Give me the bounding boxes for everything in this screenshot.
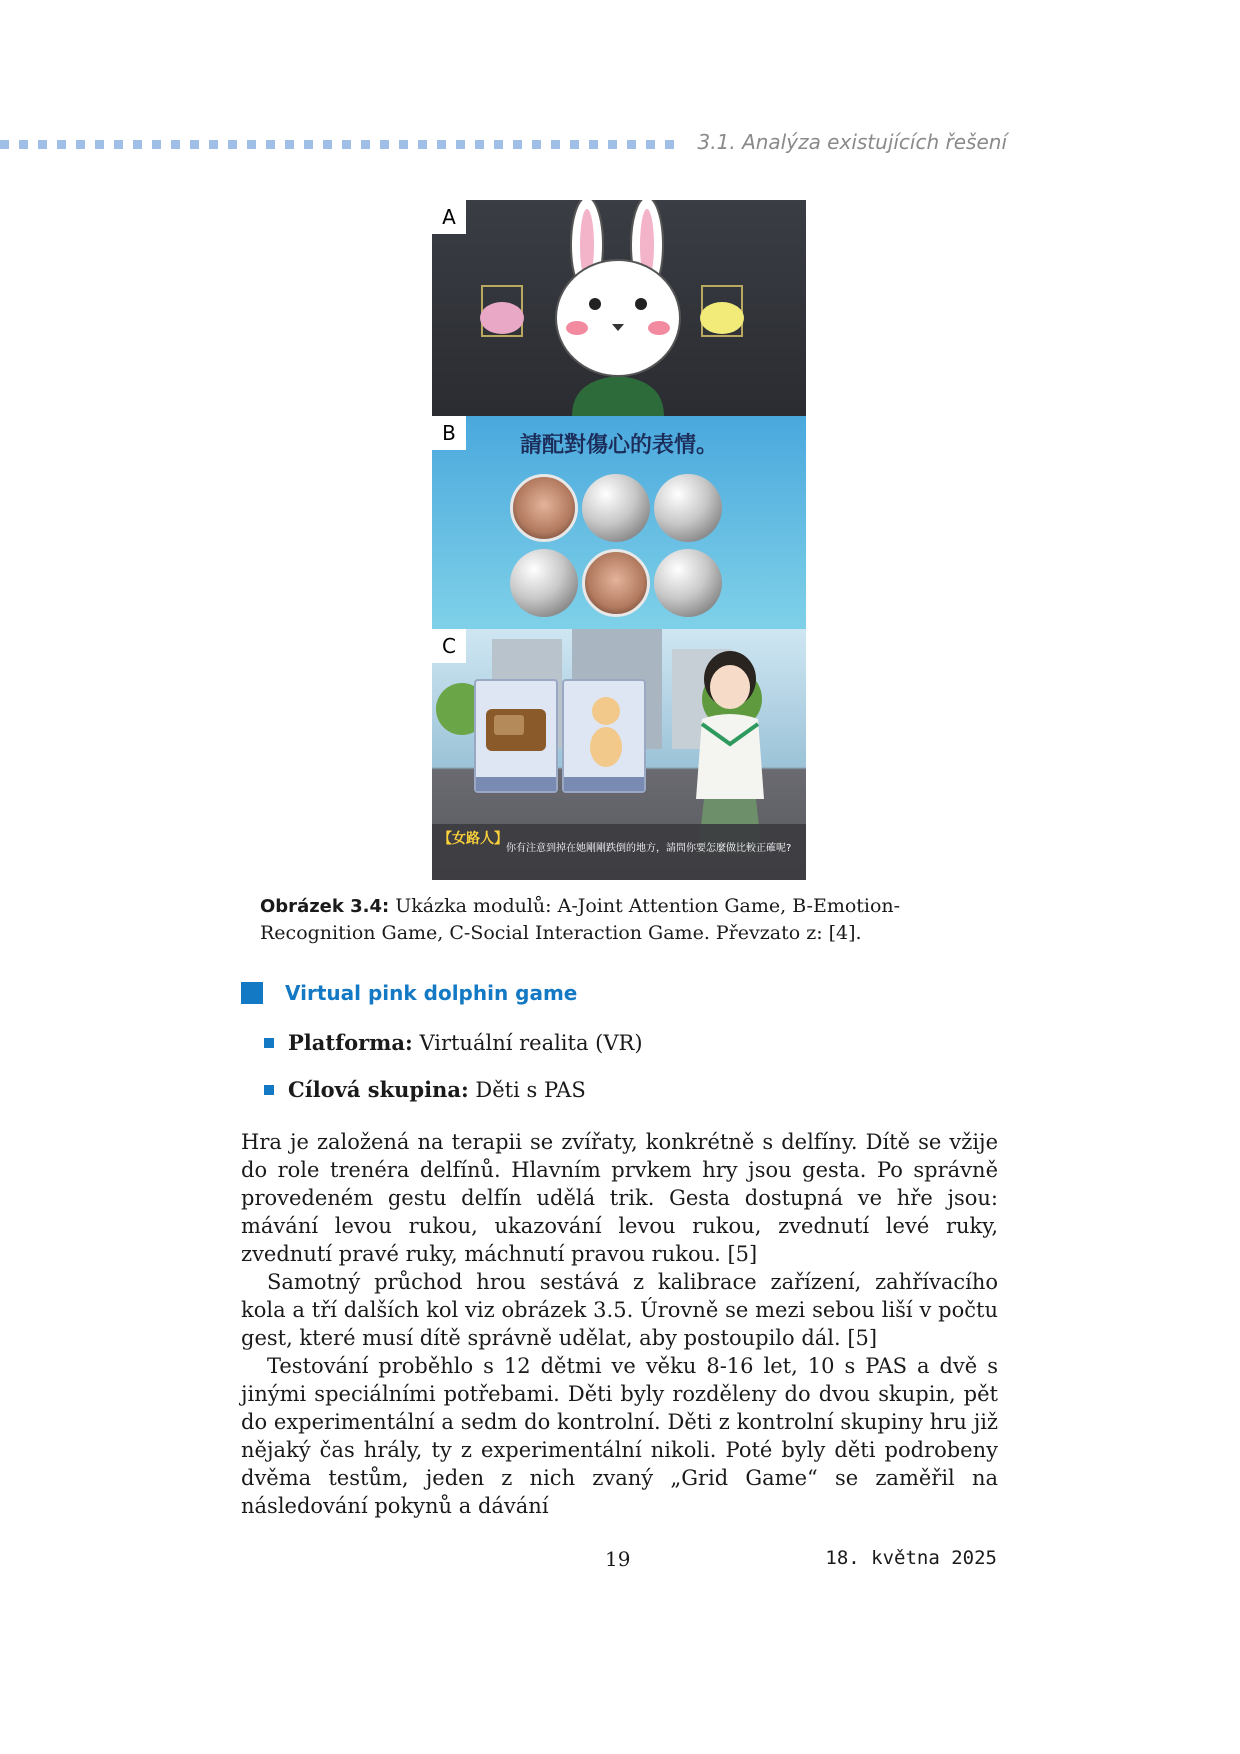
header-dot: [627, 140, 636, 149]
blank-ball: [510, 549, 578, 617]
header-dot: [133, 140, 142, 149]
header-dot: [570, 140, 579, 149]
bullet-label: Platforma:: [288, 1030, 413, 1055]
thinking-person-icon: [564, 681, 644, 777]
paragraph: Samotný průchod hrou sestává z kalibrace zařízení, zahřívacího kola a tří dalších kol viz obrázek 3.5. Úrovně se mezi sebou liší v počtu gest, které musí dítě správně udělat, aby postoupilo dál. [5]: [241, 1270, 998, 1350]
header-dot: [266, 140, 275, 149]
header-dot: [152, 140, 161, 149]
bullet-list: [264, 1030, 643, 1124]
ignore-choice-card: [562, 679, 646, 793]
figure-panel-a: [432, 200, 806, 416]
header-dot: [190, 140, 199, 149]
header-dot: [589, 140, 598, 149]
header-dot: [342, 140, 351, 149]
sad-face-ball: [510, 474, 578, 542]
page-number: 19: [605, 1547, 631, 1571]
header-dot: [475, 140, 484, 149]
header-dot: [361, 140, 370, 149]
panel-letter-b: B: [432, 416, 466, 450]
card-caption-bar: [564, 777, 644, 791]
header-dot: [95, 140, 104, 149]
emotion-game-instruction: 請配對傷心的表情。: [519, 433, 718, 458]
bullet-square-icon: [264, 1038, 274, 1048]
header-dot: [209, 140, 218, 149]
header-dot: [323, 140, 332, 149]
header-dot: [532, 140, 541, 149]
header-dot: [228, 140, 237, 149]
figure-panel-c: [432, 629, 806, 880]
dialog-text: 你有注意到掉在她剛剛跌倒的地方，請問你要怎麼做比較正確呢?: [506, 843, 792, 854]
blank-ball: [582, 474, 650, 542]
header-dot: [38, 140, 47, 149]
caption-label: Obrázek 3.4:: [260, 896, 390, 917]
header-dot: [665, 140, 674, 149]
header-dot: [304, 140, 313, 149]
bunny-scene-illustration: [432, 200, 806, 416]
figure-game-modules: [432, 200, 806, 880]
header-dot: [608, 140, 617, 149]
card-caption-bar: [476, 777, 556, 791]
paragraph: Hra je založená na terapii se zvířaty, konkrétně s delfíny. Dítě se vžije do role trenéra delfínů. Hlavním prvkem hry jsou gesta. Po správně provedeném gestu delfín udělá trik. Gesta dostupná ve hře jsou: mávání levou rukou, ukazování levou rukou, zvednutí levé ruky, zvednutí pravé ruky, máchnutí pravou rukou. [5]: [241, 1130, 998, 1266]
wallet-choice-card: [474, 679, 558, 793]
header-dot: [76, 140, 85, 149]
section-square-icon: [241, 982, 263, 1004]
bullet-label: Cílová skupina:: [288, 1077, 469, 1102]
blank-ball: [654, 474, 722, 542]
figure-panel-b: [432, 416, 806, 629]
header-dot: [285, 140, 294, 149]
header-dot: [494, 140, 503, 149]
panel-letter-c: C: [432, 629, 466, 663]
header-dot: [57, 140, 66, 149]
header-dot: [551, 140, 560, 149]
header-dot: [0, 140, 9, 149]
caption-text: Ukázka modulů: A-Joint Attention Game, B-Emotion-Recognition Game, C-Social Interaction Game. Převzato z: [4].: [260, 895, 901, 944]
section-heading: [241, 980, 577, 1006]
header-dot: [19, 140, 28, 149]
header-dot: [114, 140, 123, 149]
header-dot: [646, 140, 655, 149]
dialog-bar: [432, 824, 806, 880]
bullet-value: Virtuální realita (VR): [412, 1031, 643, 1055]
header-dot: [247, 140, 256, 149]
header-dot-rule: [0, 138, 700, 152]
header-dot: [513, 140, 522, 149]
bullet-item: [264, 1030, 643, 1056]
page-date: 18. května 2025: [825, 1547, 997, 1569]
wallet-icon: [476, 681, 556, 777]
sad-face-ball: [582, 549, 650, 617]
header-dot: [380, 140, 389, 149]
section-title: Virtual pink dolphin game: [285, 981, 578, 1005]
header-dot: [418, 140, 427, 149]
running-head: 3.1. Analýza existujících řešení: [697, 130, 1007, 154]
header-dot: [437, 140, 446, 149]
blank-ball: [654, 549, 722, 617]
paragraph: Testování proběhlo s 12 dětmi ve věku 8-16 let, 10 s PAS a dvě s jinými speciálními potřebami. Děti byly rozděleny do dvou skupin, pět do experimentální a sedm do kontrolní. Děti z kontrolní skupiny hru již nějaký čas hrály, ty z experimentální nikoli. Poté byly děti podrobeny dvěma testům, jeden z nich zvaný „Grid Game“ se zaměřil na následování pokynů a dávání: [241, 1354, 998, 1518]
body-text: [241, 1128, 998, 1520]
bullet-value: Děti s PAS: [468, 1078, 586, 1102]
dialog-speaker: 【女路人】: [438, 831, 508, 847]
panel-letter-a: A: [432, 200, 466, 234]
figure-caption: [260, 893, 1000, 947]
header-dot: [456, 140, 465, 149]
header-dot: [399, 140, 408, 149]
bullet-item: [264, 1077, 643, 1103]
bullet-square-icon: [264, 1085, 274, 1095]
header-dot: [171, 140, 180, 149]
